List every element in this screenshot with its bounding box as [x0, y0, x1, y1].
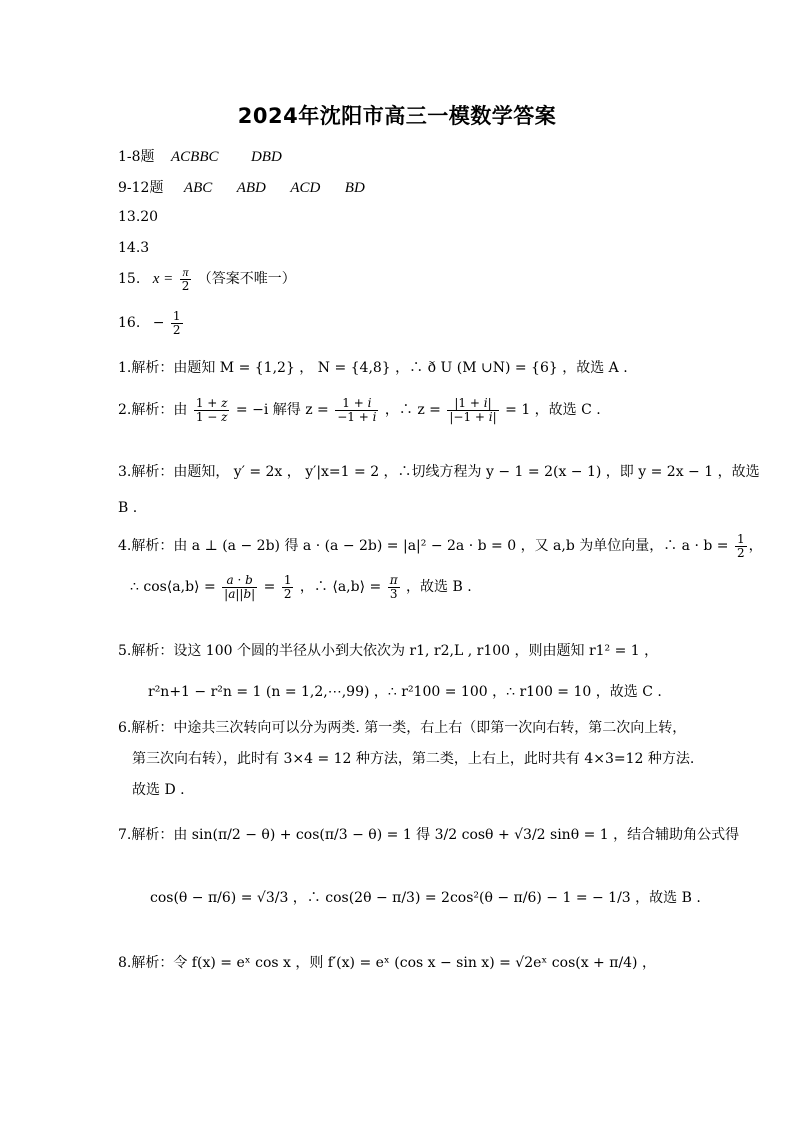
- fraction: $\frac{1}{2}$: [736, 532, 745, 560]
- solution-3-line2: B .: [118, 500, 138, 516]
- solution-text: =: [263, 579, 276, 596]
- solution-3-line1: 3.解析：由题知， y′ = 2x ， y′|x=1 = 2 ，∴切线方程为 y − 1 = 2(x − 1) ，即 y = 2x − 1 ，故选: [118, 464, 760, 480]
- frac-den: 2: [172, 322, 181, 337]
- solution-2: [118, 397, 601, 423]
- answer-13: 13.20: [118, 209, 159, 225]
- answer-value: BD: [344, 180, 365, 196]
- answer-14: 14.3: [118, 240, 150, 256]
- solution-7-line1: 7.解析：由 sin(π/2 − θ) + cos(π/3 − θ) = 1 得 3/2 cosθ + √3/2 sinθ = 1 ，结合辅助角公式得: [118, 827, 740, 843]
- frac-den: 2: [181, 278, 190, 293]
- fraction: $\frac{1}{2}$: [283, 573, 292, 601]
- answer-9-12: [118, 177, 365, 197]
- solution-1: 1.解析：由题知 M = {1,2} ， N = {4,8} ，∴ ð U (M ∪N) = {6} ，故选 A .: [118, 360, 628, 376]
- solution-8-line1: 8.解析：令 f(x) = eˣ cos x ，则 f′(x) = eˣ (cos x − sin x) = √2eˣ cos(x + π/4) ，: [118, 955, 656, 971]
- answer-1-8: [118, 146, 282, 166]
- solution-6-line3: 故选 D .: [132, 782, 185, 798]
- answer-label: 1-8题: [118, 149, 155, 165]
- frac-num: π: [180, 266, 192, 280]
- solution-4-line1: 4.解析：由 a ⊥ (a − 2b) 得 a · (a − 2b) = |a|² − 2a · b = 0 ，又 a,b 为单位向量，∴ a · b = $\frac{1}{2}$ ，: [118, 532, 763, 560]
- solution-4-line2: [118, 574, 472, 600]
- solution-5-line2: r²n+1 − r²n = 1 (n = 1,2,⋯,99) ，∴ r²100 = 100 ，∴ r100 = 10 ，故选 C .: [148, 684, 662, 700]
- answer-15: [118, 266, 296, 292]
- fraction: [180, 266, 192, 292]
- answer-label: 16.: [118, 315, 141, 332]
- answer-value: ACBBC: [171, 149, 219, 165]
- answer-note: （答案不唯一）: [197, 271, 296, 288]
- solution-text: ，∴ ⟨a,b⟩ =: [299, 579, 382, 596]
- answer-value: DBD: [250, 149, 282, 165]
- frac-num: 1: [172, 309, 181, 323]
- fraction: $\frac{1 + i}{-1 + i}$: [337, 396, 377, 424]
- fraction: [171, 310, 183, 336]
- answer-value: ACD: [290, 180, 321, 196]
- solution-6-line1: 6.解析：中途共三次转向可以分为两类. 第一类，右上右（即第一次向右转，第二次向上转，: [118, 720, 687, 736]
- solution-6-line2: 第三次向右转），此时有 3×4 = 12 种方法，第二类，上右上，此时共有 4×3=12 种方法.: [132, 751, 695, 767]
- solution-text: ，故选 B .: [406, 579, 472, 596]
- answer-value: ABC: [183, 180, 213, 196]
- answer-label: 9-12题: [118, 180, 164, 196]
- solution-5-line1: 5.解析：设这 100 个圆的半径从小到大依次为 r1, r2,L , r100 ，则由题知 r1² = 1 ，: [118, 643, 659, 659]
- solution-text: ∴ cos⟨a,b⟩ =: [130, 579, 216, 596]
- answer-value: x =: [152, 271, 174, 288]
- solution-text: 4.解析：由 a ⊥ (a − 2b) 得 a · (a − 2b) = |a|² − 2a · b = 0 ，又 a,b 为单位向量，∴ a · b =: [118, 538, 729, 555]
- answer-value: ABD: [236, 180, 266, 196]
- fraction: $\frac{a \cdot b}{|a||b|}$: [224, 573, 256, 601]
- fraction: $\frac{|1 + i|}{|-1 + i|}$: [449, 396, 497, 424]
- fraction: $\frac{\pi}{3}$: [389, 573, 398, 601]
- answer-label: 15.: [118, 271, 141, 288]
- fraction: $\frac{1 + z}{1 - z}$: [195, 396, 228, 424]
- solution-text: = 1 ，故选 C .: [505, 402, 601, 419]
- solution-text: ，∴ z =: [384, 402, 441, 419]
- solution-text: 2.解析：由: [118, 402, 188, 419]
- answer-16: 16. − $\frac{1}{2}$: [118, 309, 181, 337]
- solution-7-line2: cos(θ − π/6) = √3/3 ，∴ cos(2θ − π/3) = 2cos²(θ − π/6) − 1 = − 1/3 ，故选 B .: [150, 890, 701, 906]
- solution-text: = −i 解得 z =: [235, 402, 329, 419]
- page-title: 2024年沈阳市高三一模数学答案: [237, 104, 557, 128]
